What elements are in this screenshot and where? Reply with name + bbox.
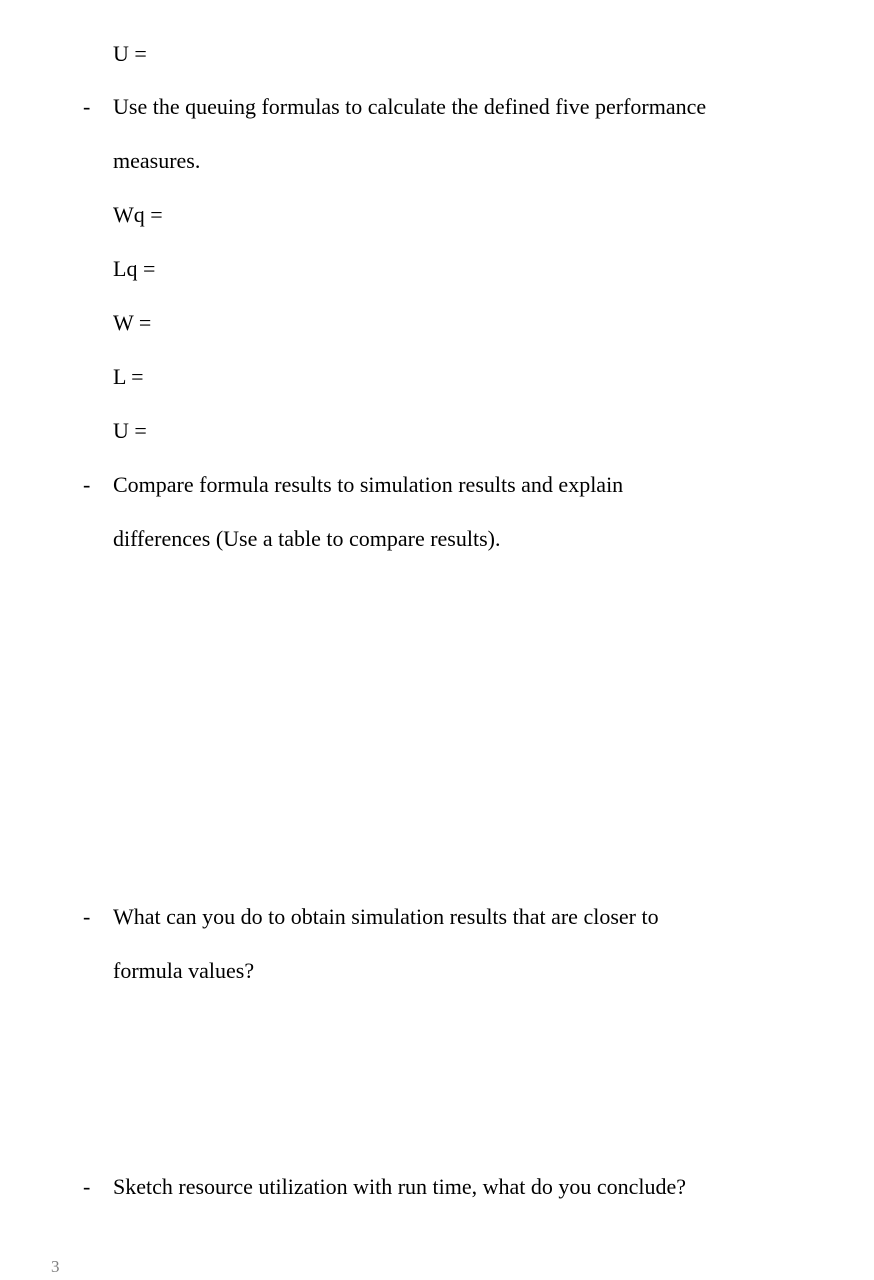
bullet-text-line1: Sketch resource utilization with run time, what do you conclude? xyxy=(113,1174,687,1199)
page-number: 3 xyxy=(51,1257,60,1276)
bullet-text-line2: measures. xyxy=(113,148,201,173)
bullet-text-line1: Use the queuing formulas to calculate the defined five performance xyxy=(113,94,707,119)
bullet-text-line2: formula values? xyxy=(113,958,255,983)
bullet-dash: - xyxy=(83,94,91,119)
bullet-dash: - xyxy=(83,1174,91,1199)
measure-u: U = xyxy=(113,418,147,443)
bullet-text-line1: What can you do to obtain simulation results that are closer to xyxy=(113,904,659,929)
measure-l: L = xyxy=(113,364,144,389)
measure-wq: Wq = xyxy=(113,202,163,227)
measure-lq: Lq = xyxy=(113,256,156,281)
measure-w: W = xyxy=(113,310,152,335)
utilization-line-top: U = xyxy=(113,41,147,66)
bullet-text-line1: Compare formula results to simulation results and explain xyxy=(113,472,624,497)
bullet-dash: - xyxy=(83,472,91,497)
bullet-text-line2: differences (Use a table to compare results). xyxy=(113,526,501,551)
bullet-dash: - xyxy=(83,904,91,929)
